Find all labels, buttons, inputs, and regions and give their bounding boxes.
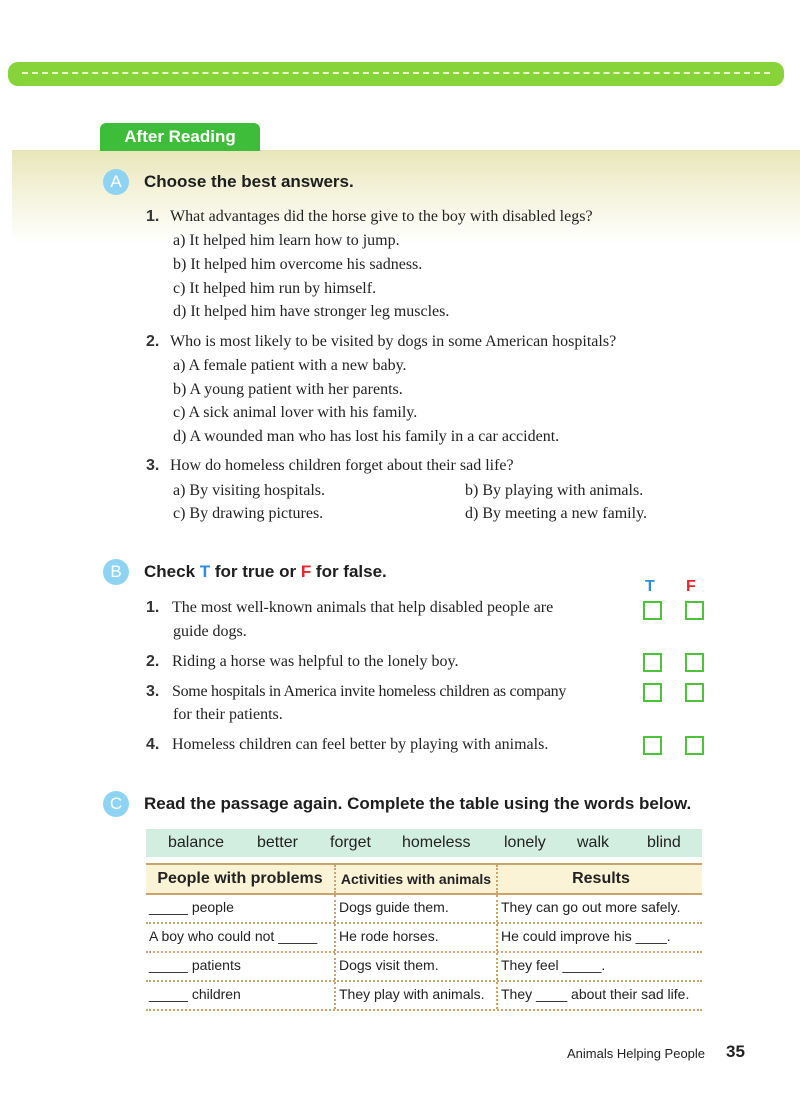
table-header-row — [146, 863, 702, 895]
word-bank-item: balance — [168, 834, 225, 851]
table-cell[interactable]: _____ people — [149, 899, 234, 915]
question-text: What advantages did the horse give to the boy with disabled legs? — [170, 208, 593, 225]
table-cell[interactable]: They feel _____. — [496, 953, 707, 980]
word-bank-item: lonely — [504, 834, 546, 851]
statement-text: for their patients. — [173, 706, 283, 723]
true-checkbox[interactable] — [643, 683, 662, 702]
answer-option[interactable]: a) It helped him learn how to jump. — [173, 232, 400, 249]
false-checkbox[interactable] — [685, 601, 704, 620]
answer-option[interactable]: b) It helped him overcome his sadness. — [173, 256, 423, 273]
table-cell: Dogs guide them. — [334, 895, 499, 922]
table-cell: He rode horses. — [334, 924, 499, 951]
answer-option[interactable]: b) A young patient with her parents. — [173, 381, 403, 398]
false-checkbox[interactable] — [685, 653, 704, 672]
section-b-badge: B — [103, 559, 129, 585]
title-text: for true or — [210, 562, 301, 581]
column-header: Results — [496, 865, 704, 893]
answer-option[interactable]: d) By meeting a new family. — [465, 505, 648, 522]
statement-number: 1. — [146, 599, 160, 616]
table-cell: They can go out more safely. — [496, 895, 707, 922]
after-reading-tab: After Reading — [100, 123, 260, 151]
section-panel-background — [12, 150, 800, 245]
column-header: Activities with animals — [334, 865, 496, 893]
page-number: 35 — [726, 1042, 745, 1061]
true-checkbox[interactable] — [643, 653, 662, 672]
answer-option[interactable]: c) A sick animal lover with his family. — [173, 404, 418, 421]
question-number: 2. — [146, 333, 160, 350]
word-bank — [146, 829, 702, 857]
question-number: 3. — [146, 457, 160, 474]
table-row — [146, 895, 702, 924]
section-a-title: Choose the best answers. — [144, 172, 354, 191]
section-a-badge: A — [103, 169, 129, 195]
answer-option[interactable]: c) It helped him run by himself. — [173, 280, 377, 297]
statement-text: Homeless children can feel better by playing with animals. — [172, 736, 549, 753]
table-cell[interactable]: A boy who could not _____ — [149, 928, 318, 944]
answer-option[interactable]: a) A female patient with a new baby. — [173, 357, 407, 374]
statement-number: 3. — [146, 683, 160, 700]
question-text: Who is most likely to be visited by dogs in some American hospitals? — [170, 333, 617, 350]
true-checkbox[interactable] — [643, 736, 662, 755]
false-column-header: F — [686, 578, 696, 595]
section-c-title: Read the passage again. Complete the table using the words below. — [144, 794, 692, 813]
statement-text: The most well-known animals that help disabled people are — [172, 599, 554, 616]
word-bank-item: walk — [577, 834, 610, 851]
column-header: People with problems — [157, 870, 323, 887]
table-cell: Dogs visit them. — [334, 953, 499, 980]
statement-number: 4. — [146, 736, 160, 753]
false-checkbox[interactable] — [685, 736, 704, 755]
table-cell[interactable]: _____ children — [149, 986, 241, 1002]
table-row — [146, 953, 702, 982]
table-cell: They play with animals. — [334, 982, 499, 1009]
top-decorative-band — [8, 62, 784, 86]
footer-chapter-title: Animals Helping People — [567, 1046, 706, 1061]
statement-text: guide dogs. — [173, 623, 247, 640]
question-number: 1. — [146, 208, 160, 225]
word-bank-item: blind — [647, 834, 681, 851]
word-bank-item: better — [257, 834, 298, 851]
word-bank-item: forget — [330, 834, 371, 851]
word-bank-item: homeless — [402, 834, 471, 851]
answer-option[interactable]: d) A wounded man who has lost his family in a car accident. — [173, 428, 560, 445]
table-row — [146, 924, 702, 953]
table-cell[interactable]: They ____ about their sad life. — [496, 982, 707, 1009]
question-text: How do homeless children forget about their sad life? — [170, 457, 514, 474]
table-cell[interactable]: _____ patients — [149, 957, 241, 973]
statement-text: Riding a horse was helpful to the lonely boy. — [172, 653, 459, 670]
section-c-badge: C — [103, 791, 129, 817]
statement-text: Some hospitals in America invite homeless children as company — [172, 683, 567, 700]
true-checkbox[interactable] — [643, 601, 662, 620]
title-text: for false. — [311, 562, 387, 581]
answer-option[interactable]: d) It helped him have stronger leg muscles. — [173, 303, 450, 320]
answer-option[interactable]: a) By visiting hospitals. — [173, 482, 325, 499]
false-letter: F — [300, 562, 312, 581]
answer-option[interactable]: b) By playing with animals. — [465, 482, 644, 499]
answer-option[interactable]: c) By drawing pictures. — [173, 505, 324, 522]
band-dashes — [22, 72, 770, 74]
table-cell[interactable]: He could improve his ____. — [496, 924, 707, 951]
true-column-header: T — [645, 578, 655, 595]
section-b-title — [144, 562, 387, 582]
statement-number: 2. — [146, 653, 160, 670]
title-text: Check — [144, 562, 200, 581]
true-letter: T — [199, 562, 211, 581]
false-checkbox[interactable] — [685, 683, 704, 702]
table-row — [146, 982, 702, 1011]
completion-table — [146, 863, 702, 1011]
